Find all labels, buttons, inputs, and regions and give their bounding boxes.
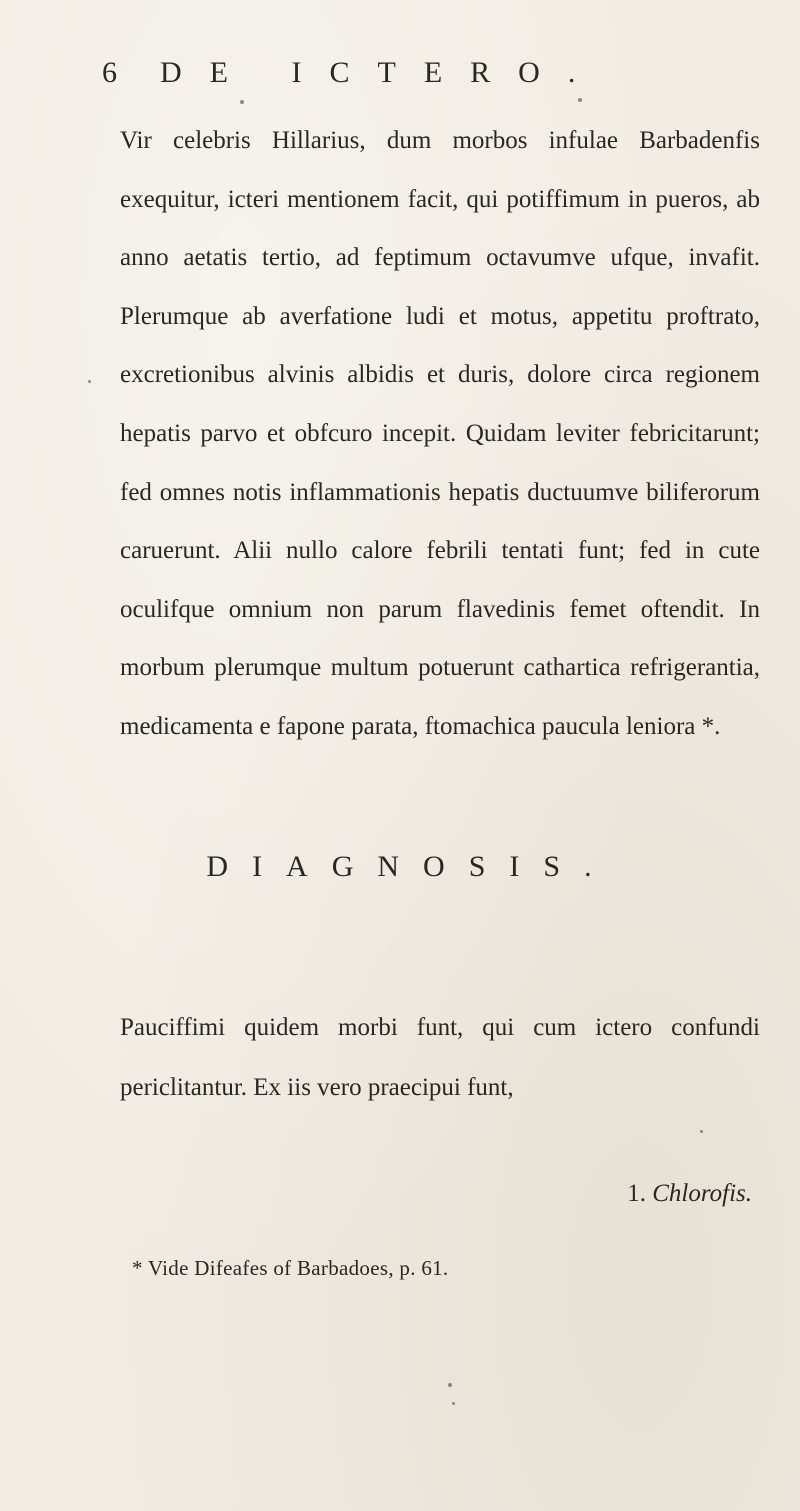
- list-item-number: 1.: [627, 1180, 646, 1207]
- paper-speck: [578, 98, 582, 102]
- paragraph-2: Pauciffimi quidem morbi funt, qui cum ictero confundi periclitantur. Ex iis vero praecipui funt,: [120, 1014, 760, 1101]
- paper-speck: [452, 1402, 455, 1405]
- list-item-name: Chlorofis.: [652, 1180, 752, 1207]
- page-header: [0, 56, 800, 104]
- page-number: 6: [102, 56, 118, 89]
- paragraph-1: Vir celebris Hillarius, dum morbos infulae Barbadenfis exequitur, icteri mentionem facit, qui potiffimum in pueros, ab anno aetatis tertio, ad feptimum octavumve ufque, invafit. Plerumque ab averfatione ludi et motus, appetitu proftrato, excretionibus alvinis albidis et duris, dolore circa regionem hepatis parvo et obfcuro incepit. Quidam leviter febricitarunt; fed omnes notis inflammationis hepatis ductuumve biliferorum caruerunt. Alii nullo calore febrili tentati funt; fed in cute oculifque omnium non parum flavedinis femet oftendit. In morbum plerumque multum potuerunt cathartica refrigerantia, medicamenta e fapone parata, ftomachica paucula leniora *.: [120, 127, 760, 740]
- section-heading: DIAGNOSIS.: [206, 850, 616, 883]
- footnote: * Vide Difeafes of Barbadoes, p. 61.: [132, 1256, 449, 1280]
- main-text-block: [120, 112, 760, 757]
- list-item: [627, 1180, 752, 1208]
- paper-speck: [240, 100, 244, 104]
- paper-speck: [448, 1383, 452, 1387]
- paper-speck: [88, 380, 91, 383]
- paper-speck: [700, 1130, 703, 1133]
- running-title: DE ICTERO.: [160, 56, 604, 89]
